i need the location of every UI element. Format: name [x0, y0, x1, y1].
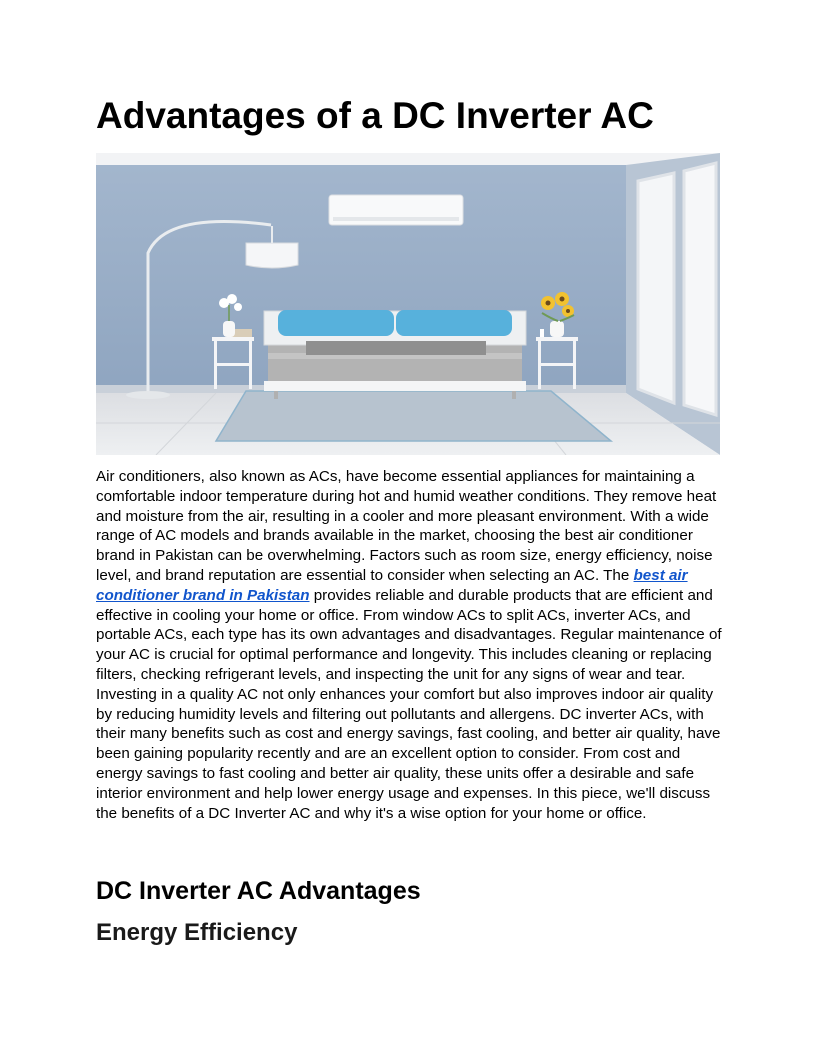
intro-text-before-link: Air conditioners, also known as ACs, have become essential appliances for maintaining a comfortable indoor temperature during hot and humid weather conditions. They remove heat and moisture from the air, resulting in a cooler and more pleasant environment. With a wide range of AC models and brands available in the market, choosing the best air conditioner brand in Pakistan can be overwhelming. Factors such as room size, energy efficiency, noise level, and brand reputation are essential to consider when selecting an AC. The — [96, 468, 717, 584]
intro-text-after-link: provides reliable and durable products that are efficient and effective in cooling your home or office. From window ACs to split ACs, inverter ACs, and portable ACs, each type has its own advantages and disadvantages. Regular maintenance of your AC is crucial for optimal performance and longevity. This includes cleaning or replacing filters, checking refrigerant levels, and inspecting the unit for any signs of wear and tear. Investing in a quality AC not only enhances your comfort but also improves indoor air quality by reducing humidity levels and filtering out pollutants and allergens. DC inverter ACs, with their many benefits such as cost and energy savings, fast cooling, and better air quality, have been gaining popularity recently and are an excellent option to consider. From cost and energy savings to fast cooling and better air quality, these units offer a desirable and safe interior environment and help lower energy usage and expenses. In this piece, we'll discuss the benefits of a DC Inverter AC and why it's a wise option for your home or office. — [96, 586, 722, 822]
best-ac-brand-link[interactable]: best air conditioner brand in Pakistan — [96, 566, 688, 604]
subsection-heading: Energy Efficiency — [96, 919, 298, 946]
hero-image — [96, 153, 720, 455]
intro-paragraph — [96, 467, 724, 823]
bedroom-with-air-conditioner-illustration — [96, 153, 720, 455]
page-title: Advantages of a DC Inverter AC — [96, 95, 654, 136]
section-heading: DC Inverter AC Advantages — [96, 877, 421, 905]
